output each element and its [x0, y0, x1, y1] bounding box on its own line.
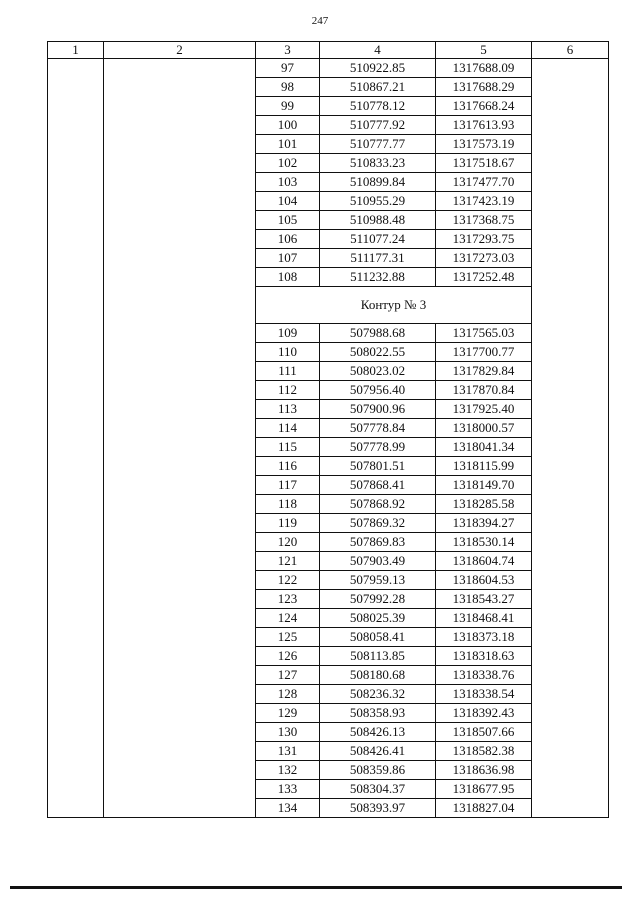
coordinate-x: 508393.97	[320, 799, 436, 818]
point-number: 117	[256, 476, 320, 495]
coordinate-y: 1318636.98	[436, 761, 532, 780]
coordinate-y: 1317688.29	[436, 78, 532, 97]
point-number: 125	[256, 628, 320, 647]
contour-label: Контур № 3	[256, 287, 532, 324]
header-col-2: 2	[104, 42, 256, 59]
point-number: 129	[256, 704, 320, 723]
coordinate-y: 1318338.54	[436, 685, 532, 704]
coordinate-x: 507959.13	[320, 571, 436, 590]
coordinate-y: 1318338.76	[436, 666, 532, 685]
header-col-4: 4	[320, 42, 436, 59]
coordinate-x: 507868.92	[320, 495, 436, 514]
col-2-cell	[104, 59, 256, 818]
point-number: 111	[256, 362, 320, 381]
coordinate-y: 1318507.66	[436, 723, 532, 742]
point-number: 108	[256, 268, 320, 287]
page-number: 247	[311, 15, 329, 27]
header-col-6: 6	[532, 42, 609, 59]
coordinate-x: 508304.37	[320, 780, 436, 799]
coordinate-y: 1317870.84	[436, 381, 532, 400]
coordinates-table	[47, 41, 609, 818]
coordinate-x: 507900.96	[320, 400, 436, 419]
coordinate-y: 1318827.04	[436, 799, 532, 818]
point-number: 100	[256, 116, 320, 135]
coordinate-y: 1318149.70	[436, 476, 532, 495]
col-6-cell	[532, 59, 609, 818]
point-number: 122	[256, 571, 320, 590]
coordinate-x: 508058.41	[320, 628, 436, 647]
point-number: 106	[256, 230, 320, 249]
coordinate-x: 510778.12	[320, 97, 436, 116]
coordinate-x: 507903.49	[320, 552, 436, 571]
point-number: 128	[256, 685, 320, 704]
coordinate-y: 1317477.70	[436, 173, 532, 192]
coordinate-x: 511232.88	[320, 268, 436, 287]
table-row	[48, 59, 609, 78]
point-number: 102	[256, 154, 320, 173]
coordinate-y: 1318468.41	[436, 609, 532, 628]
header-col-1: 1	[48, 42, 104, 59]
coordinate-x: 507801.51	[320, 457, 436, 476]
coordinate-y: 1317518.67	[436, 154, 532, 173]
point-number: 130	[256, 723, 320, 742]
point-number: 123	[256, 590, 320, 609]
coordinate-y: 1318318.63	[436, 647, 532, 666]
coordinate-x: 507778.99	[320, 438, 436, 457]
point-number: 97	[256, 59, 320, 78]
coordinate-y: 1317273.03	[436, 249, 532, 268]
coordinate-x: 507868.41	[320, 476, 436, 495]
coordinate-y: 1317252.48	[436, 268, 532, 287]
point-number: 134	[256, 799, 320, 818]
coordinate-x: 511177.31	[320, 249, 436, 268]
coordinate-y: 1317700.77	[436, 343, 532, 362]
point-number: 132	[256, 761, 320, 780]
coordinate-x: 508426.13	[320, 723, 436, 742]
point-number: 119	[256, 514, 320, 533]
coordinate-x: 508025.39	[320, 609, 436, 628]
point-number: 127	[256, 666, 320, 685]
point-number: 115	[256, 438, 320, 457]
coordinate-y: 1317829.84	[436, 362, 532, 381]
point-number: 114	[256, 419, 320, 438]
coordinate-x: 510777.92	[320, 116, 436, 135]
point-number: 121	[256, 552, 320, 571]
coordinate-x: 507869.32	[320, 514, 436, 533]
coordinate-y: 1317293.75	[436, 230, 532, 249]
coordinate-y: 1318000.57	[436, 419, 532, 438]
coordinate-y: 1318677.95	[436, 780, 532, 799]
point-number: 110	[256, 343, 320, 362]
coordinate-y: 1317613.93	[436, 116, 532, 135]
coordinate-y: 1318394.27	[436, 514, 532, 533]
point-number: 124	[256, 609, 320, 628]
coordinate-y: 1318285.58	[436, 495, 532, 514]
coordinate-y: 1318041.34	[436, 438, 532, 457]
coordinate-x: 508023.02	[320, 362, 436, 381]
coordinate-x: 510867.21	[320, 78, 436, 97]
coordinate-x: 507956.40	[320, 381, 436, 400]
coordinate-y: 1317688.09	[436, 59, 532, 78]
coordinate-x: 507992.28	[320, 590, 436, 609]
coordinate-x: 508359.86	[320, 761, 436, 780]
coordinate-x: 510922.85	[320, 59, 436, 78]
coordinate-x: 510777.77	[320, 135, 436, 154]
coordinate-y: 1317565.03	[436, 324, 532, 343]
coordinate-y: 1318604.53	[436, 571, 532, 590]
point-number: 105	[256, 211, 320, 230]
header-row	[48, 42, 609, 59]
coordinate-x: 508022.55	[320, 343, 436, 362]
coordinate-y: 1318543.27	[436, 590, 532, 609]
col-1-cell	[48, 59, 104, 818]
point-number: 99	[256, 97, 320, 116]
coordinate-y: 1317925.40	[436, 400, 532, 419]
coordinate-x: 508426.41	[320, 742, 436, 761]
coordinate-y: 1318530.14	[436, 533, 532, 552]
coordinate-y: 1318373.18	[436, 628, 532, 647]
point-number: 120	[256, 533, 320, 552]
point-number: 109	[256, 324, 320, 343]
point-number: 113	[256, 400, 320, 419]
coordinate-x: 508236.32	[320, 685, 436, 704]
coordinate-y: 1318604.74	[436, 552, 532, 571]
point-number: 103	[256, 173, 320, 192]
coordinate-x: 507778.84	[320, 419, 436, 438]
coordinate-x: 510899.84	[320, 173, 436, 192]
coordinate-x: 508113.85	[320, 647, 436, 666]
coordinate-x: 510955.29	[320, 192, 436, 211]
point-number: 126	[256, 647, 320, 666]
point-number: 116	[256, 457, 320, 476]
point-number: 104	[256, 192, 320, 211]
coordinate-x: 508358.93	[320, 704, 436, 723]
header-col-3: 3	[256, 42, 320, 59]
coordinate-y: 1317423.19	[436, 192, 532, 211]
point-number: 98	[256, 78, 320, 97]
point-number: 112	[256, 381, 320, 400]
header-col-5: 5	[436, 42, 532, 59]
point-number: 133	[256, 780, 320, 799]
coordinate-y: 1318582.38	[436, 742, 532, 761]
bottom-rule	[10, 886, 622, 889]
coordinate-x: 511077.24	[320, 230, 436, 249]
coordinate-x: 508180.68	[320, 666, 436, 685]
coordinate-x: 507988.68	[320, 324, 436, 343]
coordinate-y: 1317368.75	[436, 211, 532, 230]
point-number: 101	[256, 135, 320, 154]
point-number: 131	[256, 742, 320, 761]
coordinate-y: 1318392.43	[436, 704, 532, 723]
coordinate-y: 1318115.99	[436, 457, 532, 476]
coordinate-x: 510833.23	[320, 154, 436, 173]
coordinate-x: 510988.48	[320, 211, 436, 230]
coordinate-x: 507869.83	[320, 533, 436, 552]
coordinate-y: 1317668.24	[436, 97, 532, 116]
coordinate-y: 1317573.19	[436, 135, 532, 154]
point-number: 107	[256, 249, 320, 268]
point-number: 118	[256, 495, 320, 514]
